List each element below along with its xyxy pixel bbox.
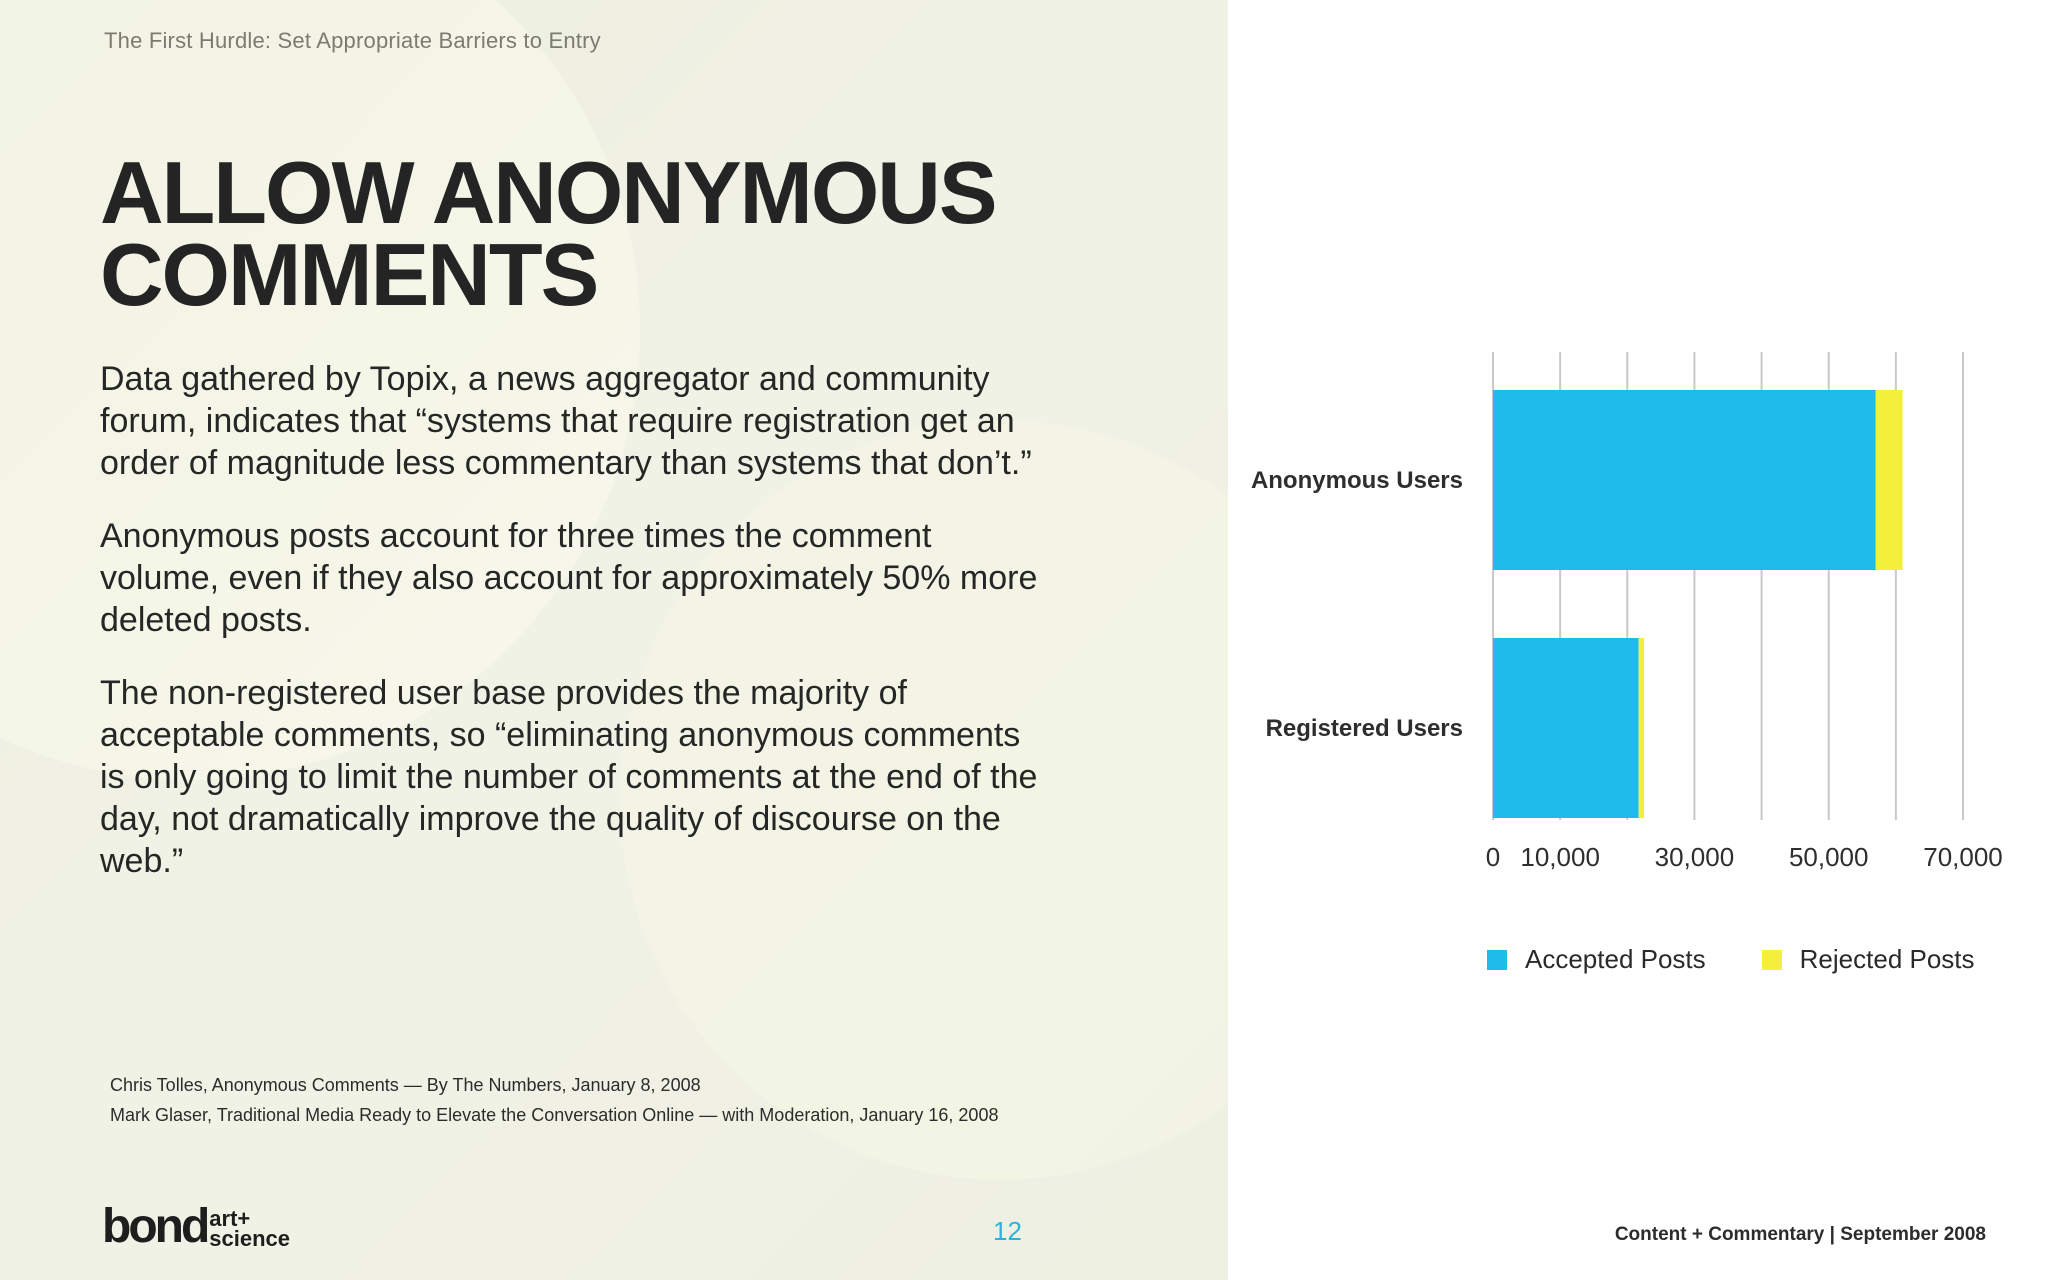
x-tick-label: 30,000 — [1654, 842, 1735, 872]
logo-bottom-text: science — [209, 1226, 291, 1251]
legend-item-rejected — [1762, 944, 1975, 975]
x-tick-label: 50,000 — [1788, 842, 1869, 872]
section-subhead: The First Hurdle: Set Appropriate Barriers to Entry — [104, 28, 601, 53]
legend-swatch-accepted — [1487, 950, 1507, 970]
body-paragraph: Anonymous posts account for three times the comment volume, even if they also account for approximately 50% more deleted posts. — [100, 517, 1038, 639]
chart-legend — [1487, 944, 2031, 975]
logo-art-science — [209, 1206, 291, 1251]
x-tick-label: 10,000 — [1520, 842, 1600, 872]
bar-accepted — [1493, 390, 1876, 570]
bar-rejected — [1639, 638, 1644, 818]
bar-accepted — [1493, 638, 1639, 818]
category-label: Registered Users — [1265, 715, 1463, 742]
x-tick-label: 70,000 — [1923, 842, 2003, 872]
page-number: 12 — [993, 1216, 1022, 1246]
body-paragraph: Data gathered by Topix, a news aggregator and community forum, indicates that “systems that require registration get an order of magnitude less commentary than systems that don’t.” — [100, 360, 1032, 482]
body-paragraph: The non-registered user base provides the majority of acceptable comments, so “eliminating anonymous comments is only going to limit the number of comments at the end of the day, not dramatically improve the quality of discourse on the web.” — [100, 674, 1038, 880]
legend-label-rejected: Rejected Posts — [1799, 944, 1975, 974]
bar-chart — [1228, 340, 2048, 900]
legend-label-accepted: Accepted Posts — [1525, 944, 1706, 974]
x-tick-label: 0 — [1485, 842, 1501, 872]
legend-item-accepted — [1487, 944, 1706, 975]
reference-item: Chris Tolles, Anonymous Comments — By The Numbers, January 8, 2008 — [110, 1075, 701, 1095]
reference-item: Mark Glaser, Traditional Media Ready to Elevate the Conversation Online — with Moderation, January 16, 2008 — [110, 1105, 999, 1125]
slide-title: ALLOW ANONYMOUS COMMENTS — [100, 143, 996, 324]
references — [110, 1070, 1110, 1130]
bar-rejected — [1876, 390, 1903, 570]
legend-swatch-rejected — [1762, 950, 1782, 970]
footer-caption: Content + Commentary | September 2008 — [1614, 1224, 1986, 1245]
logo-main-text: bond — [102, 1200, 208, 1253]
logo-top-text: art+ — [209, 1206, 251, 1231]
category-label: Anonymous Users — [1250, 467, 1463, 494]
body-text — [100, 358, 1050, 913]
bond-logo — [102, 1200, 291, 1253]
